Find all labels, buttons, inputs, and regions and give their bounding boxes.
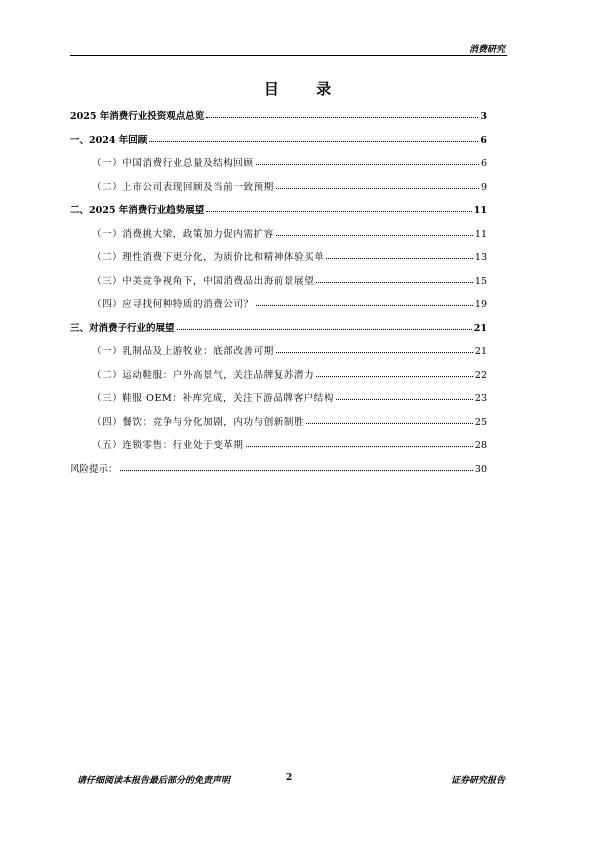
- toc-entry[interactable]: [70, 417, 487, 441]
- toc-entry[interactable]: [70, 229, 487, 253]
- toc-entry-page: 21: [474, 346, 487, 357]
- toc-leader-dots: [256, 298, 473, 306]
- toc-leader-dots: [120, 463, 473, 471]
- toc-leader-dots: [306, 416, 473, 424]
- toc-entry-label: （二）运动鞋服：户外高景气，关注品牌复苏潜力: [92, 369, 315, 381]
- toc-entry[interactable]: [70, 299, 487, 323]
- toc-entry-page: 21: [473, 322, 487, 334]
- toc-entry[interactable]: [70, 346, 487, 370]
- toc-entry-page: 25: [474, 416, 487, 428]
- toc-entry-label: （四）应寻找何种特质的消费公司？: [92, 299, 254, 310]
- toc-entry[interactable]: [70, 323, 487, 347]
- toc-leader-dots: [206, 204, 472, 212]
- toc-entry[interactable]: [70, 182, 487, 206]
- toc-entry-label: 风险提示：: [70, 463, 118, 475]
- footer-disclaimer: 请仔细阅读本报告最后部分的免责声明: [77, 776, 231, 786]
- toc-entry[interactable]: [70, 111, 487, 135]
- toc-entry-label: 一、2024 年回顾: [70, 134, 148, 146]
- footer-report-type: 证券研究报告: [450, 776, 505, 786]
- toc-entry-label: （二）上市公司表现回顾及当前一致预期: [92, 181, 274, 193]
- header-label: 消费研究: [468, 45, 505, 55]
- toc-entry-label: （三）鞋服 OEM：补库完成，关注下游品牌客户结构: [92, 393, 334, 404]
- toc-entry[interactable]: [70, 464, 487, 488]
- toc-entry[interactable]: [70, 276, 487, 300]
- footer-page-number: 2: [286, 773, 293, 783]
- toc-leader-dots: [336, 392, 473, 400]
- toc-entry-label: 二、2025 年消费行业趋势展望: [70, 205, 205, 216]
- toc-leader-dots: [326, 251, 473, 259]
- toc-entry-label: （四）餐饮：竞争与分化加剧，内功与创新制胜: [92, 416, 305, 428]
- toc-entry[interactable]: [70, 205, 487, 229]
- toc-entry-page: 15: [474, 275, 487, 287]
- toc-entry-label: （五）连锁零售：行业处于变革期: [92, 440, 244, 451]
- toc-leader-dots: [149, 134, 478, 142]
- toc-entry-page: 28: [474, 440, 487, 451]
- toc-entry[interactable]: [70, 158, 487, 182]
- toc-entry-page: 11: [474, 228, 487, 240]
- toc-entry-page: 11: [473, 205, 487, 216]
- toc-entry-page: 13: [474, 252, 487, 263]
- toc-entry-page: 22: [474, 369, 487, 381]
- toc-leader-dots: [276, 181, 479, 189]
- toc-leader-dots: [177, 322, 472, 330]
- toc-entry-page: 9: [480, 181, 487, 193]
- toc-entry-label: （三）中美竞争视角下，中国消费品出海前景展望: [92, 275, 315, 287]
- toc-entry-label: （一）消费挑大梁，政策加力促内需扩容: [92, 228, 274, 240]
- table-of-contents: [70, 111, 487, 487]
- toc-entry-page: 6: [480, 158, 487, 169]
- toc-leader-dots: [206, 110, 478, 118]
- toc-entry-page: 30: [474, 463, 487, 475]
- toc-leader-dots: [276, 228, 473, 236]
- toc-leader-dots: [316, 275, 473, 283]
- toc-leader-dots: [256, 157, 479, 165]
- toc-leader-dots: [316, 369, 473, 377]
- toc-entry-page: 3: [480, 111, 487, 122]
- toc-entry-page: 23: [474, 393, 487, 404]
- toc-leader-dots: [246, 439, 473, 447]
- toc-entry-label: 2025 年消费行业投资观点总览: [70, 111, 205, 122]
- toc-title: 目 录: [263, 80, 348, 98]
- toc-entry-label: 三、对消费子行业的展望: [70, 322, 175, 334]
- header-divider: [70, 55, 507, 56]
- toc-entry-label: （一）中国消费行业总量及结构回顾: [92, 158, 254, 169]
- toc-entry[interactable]: [70, 252, 487, 276]
- toc-entry-page: 19: [474, 299, 487, 310]
- toc-entry[interactable]: [70, 135, 487, 159]
- toc-entry-page: 6: [480, 134, 487, 146]
- toc-leader-dots: [276, 345, 473, 353]
- toc-entry-label: （一）乳制品及上游牧业：底部改善可期: [92, 346, 274, 357]
- toc-entry[interactable]: [70, 393, 487, 417]
- toc-entry-label: （二）理性消费下更分化，为质价比和精神体验买单: [92, 252, 325, 263]
- toc-entry[interactable]: [70, 370, 487, 394]
- toc-entry[interactable]: [70, 440, 487, 464]
